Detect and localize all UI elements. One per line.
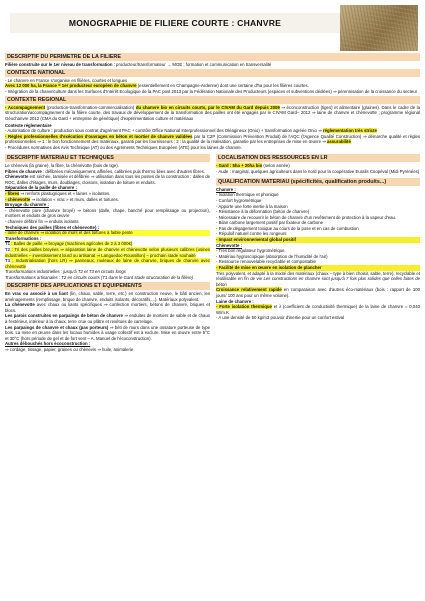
app-autres: Autres débouchés hors écoconstruction : [5, 341, 91, 347]
list-item: - Résistance à la déformation (béton de chanvre) [216, 209, 310, 215]
regional-line-3: - Règles professionnelles d'exécution d'ouvrages en béton et mortier de chanvre validées par la C2P (Commission Prévention Produit) de l'AQC (l'Agence Qualité Construction) ⇒ démarche qualité et règles professionnelles ⇒ 1 : le bon fonctionnement des matériaux, garanti par les fournisseurs ; 2 : la qualité de la réalisation, garantie par les entreprises de mise en œuvre ⇒ assurabilité [5, 133, 420, 145]
list-item: - Impact environnemental global positif [216, 237, 420, 243]
loc-gard: - Gard : 5ha + 20ha bio (selon année) [216, 163, 290, 169]
perimetre-text: Filière construite sur le 1er niveau de transformation : producteur/transformateur → MOE ; formation et communication en transversalité [5, 61, 272, 67]
app-line-4: Les parpaings de chanvre et chaux (pas porteurs) ⇒ béti de murs dans une ossature porteuse de type bois. La mise en œuvre dans les locaux humides à usage collectif est à exclure. Mise en œuvre entre 5°C et 30°C (hors période de gel et de fort vent – A. Manuel de l'écoconstruction). [5, 324, 210, 341]
list-item: - Matériau hygroscopique (absorption de l'humidité de l'air) [216, 253, 328, 259]
regulatory-subheader: Contexte réglementaire [5, 122, 52, 128]
app-line-3: Les parois construites en parpaings de béton de chanvre ⇒ enduites de mortiers de sable et de chaux à l'extérieur, intérieur à la chaux, terre crue ou plâtre et revêtues de carrelage. [5, 313, 210, 324]
app-line-2: La chènevotte avec chaux ou liants spécifiques ⇒ confection mortiers, bétons de chanvre, briques et blocs. [5, 302, 210, 313]
mat-chenevotte: - chènevotte ⇒ isolation « vrac » et murs, dalles et toitures. [5, 196, 119, 202]
qual-chanvre-title: Chanvre : [216, 186, 236, 192]
national-line-2: Avec 12 000 ha, la France = 1er producteur européen de chanvre (essentiellement en Champagne-Ardenne) dont une certaine d'ha pour les filières courtes. [5, 83, 309, 89]
transfo-t3: T3 : Industrialisation (hors LR) ⇒ panneaux, rouleaux de laine de chanvre, briques de chanvre avec chènevotte [5, 258, 210, 269]
qual-laine-1: - Forte isolation thermique et λ (coefficient de conductivité thermique) de la laine de chanvre = 0,040 W/m.K [216, 304, 420, 315]
mat-fibres: - fibres ⇒ renforts plastugriques et « laines » isolantes. [5, 191, 111, 196]
qual-croissance: Croissance relativement rapide en comparaison avec d'autres éco-matériaux (bois : rapport de 100 jours/ 100 ans pour un même volume). [216, 287, 421, 298]
transfo-t2: T2 : Tri des pailles broyées ⇒ séparation laine de chanvre et chènevotte selon plusieurs calibres (usines industrielles – investissement lourd ou artisanat ⇒ Languedoc-Roussillon) – prochain stade souhaité [5, 246, 210, 258]
list-item: - Isolation thermique et phonique [216, 192, 279, 198]
qual-laine-title: Laine de chanvre : [216, 298, 254, 304]
two-columns [5, 153, 420, 353]
transfo-t1: T1 : Balles de paille ⇒ broyage (machines agricoles de 2 à 3 000€) [5, 241, 133, 247]
mat-techniques: Techniques des pailles (fibres et chènevotte) : [5, 224, 99, 230]
qual-chenevotte-title: Chènevotte : [216, 242, 243, 248]
app-line-1: En vrac ou associé à un liant (lin, chaux, sable, terre, etc.) en construction neuve, le bâti ancien, les aménagements (remplissage, brique de chanvre, enduits isolants, décoratifs,...). Matériaux polyvalent. [5, 291, 211, 302]
national-line-1: - Le chanvre en France s'organise en filières, courtes et longues [5, 77, 128, 83]
qual-polyvalent: Très polyvalent, et adapté à la mixité des matériaux (chaux – type à bien choisir, sable, terre), recyclable et réutilisable en fin de vie Les constructions en chanvre sont jusqu'à 7 fois plus solides que celles faites de béton [216, 270, 420, 287]
mat-laine: - laine de chanvre ⇒ isolation de murs et des toitures à faible pente [5, 230, 210, 236]
list-item: - Confort hygrométrique [216, 197, 262, 203]
section-header-national: CONTEXTE NATIONAL [5, 69, 420, 77]
regional-line-1: - Accompagnement (production-transformation-commercialisation) du chanvre bio en circuits courts, par le CIVAM du Gard depuis 2009 ⇒ éconconstruction (tiges) et alimentaire (graines). Dans le cadre de la structuration/accompagnement de la filière courte, des travaux de développement de la transformation des pailles ont été engagés par le CIVAM Gard– 2012 ⇒ laine de chanvre et chènevotte ; programme régional Géochanvre 2012 (CMA du Gard + entreprise de génétique) d'expérimentation culture et matériaux [5, 104, 420, 122]
mat-transformations: Transformations : [5, 235, 42, 241]
mat-line-1: Le chènevis (la graine), la fibre, la chènevotte (bois de tige). [5, 163, 119, 169]
national-line-3: - Intégration de la chanvriculture dans les Surfaces d'Intérêt Ecologique de la PAC post 2013 par la Fédération Nationale des Producteurs (espaces et subventions dédiées) ⇒ pérennisation de la croissance du secteur [5, 88, 418, 94]
mat-separation: Séparation de la paille de chanvre : [5, 185, 77, 191]
header-area [5, 5, 420, 51]
right-column [216, 153, 420, 353]
mat-broyage: Broyage du chanvre : [5, 202, 49, 208]
list-item: - Très bon régulateur hygrométrique [216, 248, 285, 254]
mat-broyage-2: - chanvre défibré fin ⇒ enduits isolants [5, 218, 79, 224]
list-item: - Répulsif naturel contre les rongeurs [216, 231, 287, 237]
transfo-industrielles: Transformations industrielles : jusqu'à T2 et T3 en circuits longs [5, 269, 126, 275]
document-title: MONOGRAPHIE DE FILIERE COURTE : CHANVRE [10, 13, 340, 33]
spacer [216, 174, 420, 176]
mat-line-3: Chènevotte est séchée, tamisée et défibrée ⇒ utilisation dans tous les postes de la construction : dalles de ROC, dalles d'étages, murs, doublages, cloisons, isolation de toiture et enduits. [5, 174, 210, 185]
transfo-artisanales: Transformations artisanales : T2 en circuits courts (T1 dans le Gard stade structuration de la filière) [5, 274, 194, 280]
section-header-localisation: LOCALISATION DES RESSOURCES EN LR [216, 154, 420, 162]
qual-chanvre-list [216, 192, 420, 242]
loc-aude: - Aude : marginal, quelques agriculteurs dans le nord pour la coopérative Euralis Coopéval (Midi Pyrénées) [216, 168, 420, 174]
regional-line-2: - Autorisation de culture : production sous contrat d'agrément PAC + contrôle Office National Interprofessionnel des Oléagineux (Onio) + transformation agréée Onio ⇒ réglementation très stricte [5, 128, 377, 134]
section-header-qualification: QUALIFICATION MATERIAU (spécificités, qualification produits...) [216, 178, 420, 186]
hemp-photo [340, 5, 418, 51]
regional-line-4: - Procédures normatives des Avis Technique (AT) ou des Agréments Techniques Européen (ATE) pour les laines de chanvre. [5, 144, 243, 150]
section-header-regional: CONTEXTE REGIONAL [5, 96, 420, 104]
section-header-applications: DESCRIPTIF DES APPLICATIONS ET EQUIPEMENTS [5, 282, 210, 290]
section-header-perimetre: DESCRIPTIF DU PERIMETRE DE LA FILIERE [5, 53, 420, 61]
mat-broyage-1: - chènevotte pure (chanvre broyé) ⇒ bétons (dalle, chape, banché pour remplissage ou projection), mortiers et enduits de gros œuvre [5, 207, 210, 219]
list-item: - Nécessaire de recouvrir le béton de chanvre d'un revêtement de protection à la vapeur d'eau. [216, 214, 397, 220]
list-item: - Bilan carbone largement positif par fixateur de carbone [216, 220, 324, 226]
list-item: - Ressource renouvelable recyclable et compostable [216, 259, 316, 265]
section-header-materiau: DESCRIPTIF MATERIAU ET TECHNIQUES [5, 154, 210, 162]
list-item: - Pas de dégagement toxique au cours de la pose et en cas de combustion [216, 225, 359, 231]
qual-chenevotte-list [216, 248, 420, 270]
list-item: - Apporte une forte inertie à la maison [216, 203, 288, 209]
app-autres-list: ⇒ cordage, tissage, papier, graines ou chènevis ⇒ huile, animalerie [5, 346, 134, 352]
qual-laine-2: - A une densité de 50 kg/m3 pouvoir d'inertie pour un confort estival [216, 315, 345, 321]
left-column [5, 153, 210, 353]
list-item: - Facilité de mise en œuvre en isolation de plancher [216, 265, 420, 271]
mat-line-2: Fibres de chanvre : défibrées mécaniquement, affinées, calibrées puis thermo liées avec d'autres fibres. [5, 168, 205, 174]
